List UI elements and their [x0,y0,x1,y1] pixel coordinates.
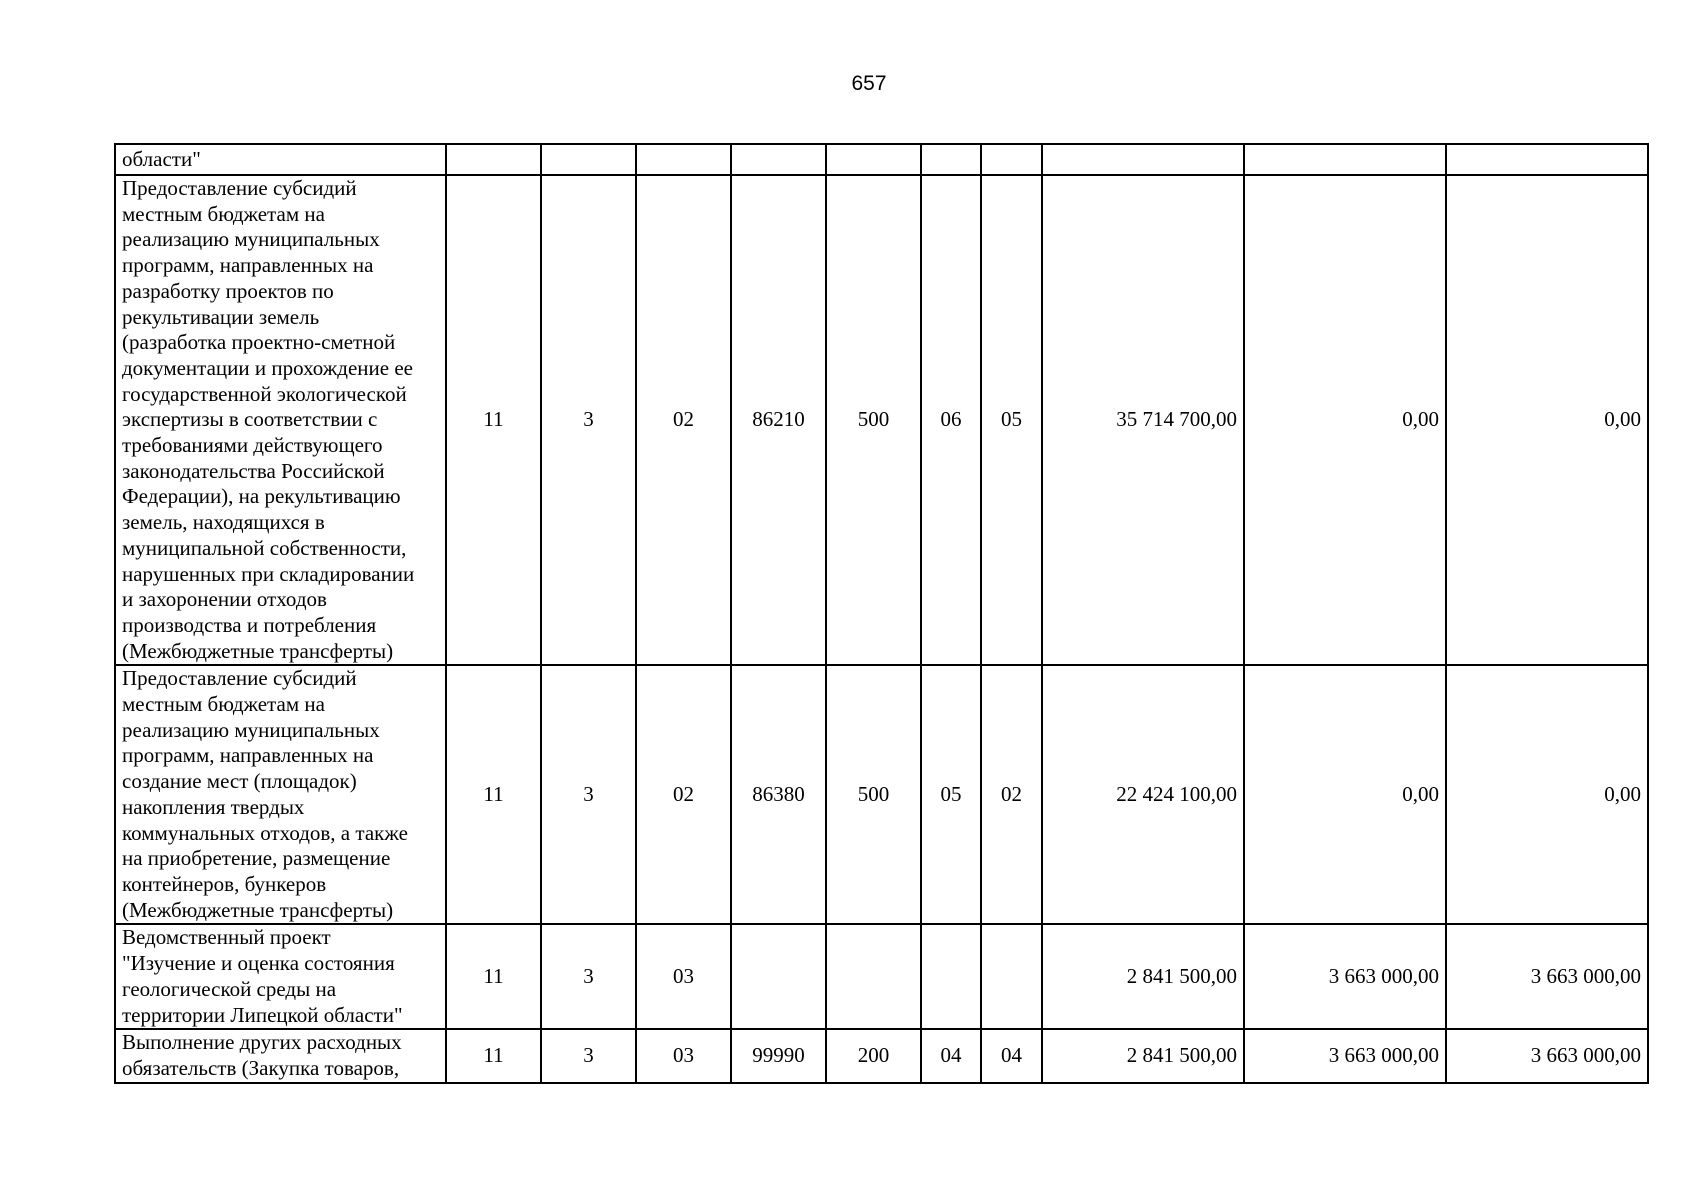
table-row [115,144,1648,175]
code-cell [541,144,636,175]
row-description [115,144,446,175]
row-description [115,665,446,924]
code-cell: 86210 [731,175,826,665]
description-line: геологической среды на [122,976,337,1001]
code-cell [446,144,541,175]
description-line: создание мест (площадок) [122,769,357,794]
description-line: Ведомственный проект [122,925,331,950]
amount-cell: 0,00 [1446,175,1648,665]
description-line: земель, находящихся в [122,510,325,535]
amount-cell: 3 663 000,00 [1446,1029,1648,1083]
description-line: разработку проектов по [122,278,334,303]
code-cell [731,144,826,175]
description-line: Предоставление субсидий [122,666,357,691]
code-cell: 86380 [731,665,826,924]
amount-cell: 0,00 [1244,665,1446,924]
code-cell: 02 [636,665,731,924]
amount-cell: 2 841 500,00 [1042,1029,1244,1083]
description-line: местным бюджетам на [122,201,325,226]
code-cell: 02 [981,665,1042,924]
description-line: контейнеров, бункеров [122,871,327,896]
code-cell: 05 [921,665,981,924]
code-cell: 3 [541,1029,636,1083]
description-line: (Межбюджетные трансферты) [122,897,394,922]
code-cell: 11 [446,924,541,1029]
description-line: местным бюджетам на [122,692,325,717]
code-cell: 200 [826,1029,921,1083]
code-cell: 11 [446,1029,541,1083]
amount-cell [1042,144,1244,175]
code-cell [826,924,921,1029]
code-cell: 04 [981,1029,1042,1083]
amount-cell: 3 663 000,00 [1244,924,1446,1029]
description-line: программ, направленных на [122,253,374,278]
description-line: области" [122,146,201,171]
code-cell: 03 [636,1029,731,1083]
amount-cell: 0,00 [1244,175,1446,665]
description-line: Федерации), на рекультивацию [122,484,401,509]
code-cell: 3 [541,665,636,924]
description-line: обязательств (Закупка товаров, [122,1055,400,1080]
code-cell: 99990 [731,1029,826,1083]
description-line: накопления твердых [122,794,305,819]
code-cell [826,144,921,175]
code-cell: 06 [921,175,981,665]
code-cell: 05 [981,175,1042,665]
budget-table [114,143,1649,1084]
description-line: реализацию муниципальных [122,717,380,742]
description-line: территории Липецкой области" [122,1002,403,1027]
code-cell: 500 [826,665,921,924]
description-line: реализацию муниципальных [122,227,380,252]
description-line: нарушенных при складировании [122,561,415,586]
code-cell [981,924,1042,1029]
amount-cell [1244,144,1446,175]
code-cell: 03 [636,924,731,1029]
code-cell: 500 [826,175,921,665]
description-line: документации и прохождение ее [122,355,413,380]
row-description [115,1029,446,1083]
description-line: программ, направленных на [122,743,374,768]
row-description [115,175,446,665]
table-row [115,665,1648,924]
amount-cell: 3 663 000,00 [1446,924,1648,1029]
description-line: Предоставление субсидий [122,176,357,200]
code-cell [921,144,981,175]
description-line: "Изучение и оценка состояния [122,951,395,976]
amount-cell: 2 841 500,00 [1042,924,1244,1029]
code-cell: 11 [446,175,541,665]
table-row [115,924,1648,1029]
amount-cell: 22 424 100,00 [1042,665,1244,924]
table-row [115,1029,1648,1083]
code-cell: 3 [541,924,636,1029]
description-line: и захоронении отходов [122,587,327,612]
page-number: 657 [851,72,887,95]
amount-cell [1446,144,1648,175]
description-line: государственной экологической [122,381,407,406]
description-line: Выполнение других расходных [122,1030,402,1055]
description-line: экспертизы в соответствии с [122,407,378,432]
code-cell [981,144,1042,175]
description-line: на приобретение, размещение [122,846,391,871]
code-cell [636,144,731,175]
description-line: коммунальных отходов, а также [122,820,408,845]
amount-cell: 35 714 700,00 [1042,175,1244,665]
description-line: (Межбюджетные трансферты) [122,638,394,663]
code-cell [921,924,981,1029]
description-line: рекультивации земель [122,304,320,329]
table-row [115,175,1648,665]
code-cell [731,924,826,1029]
description-line: законодательства Российской [122,458,385,483]
description-line: (разработка проектно-сметной [122,330,396,355]
amount-cell: 3 663 000,00 [1244,1029,1446,1083]
description-line: производства и потребления [122,612,377,637]
description-line: требованиями действующего [122,433,383,458]
code-cell: 02 [636,175,731,665]
code-cell: 04 [921,1029,981,1083]
code-cell: 11 [446,665,541,924]
amount-cell: 0,00 [1446,665,1648,924]
description-line: муниципальной собственности, [122,535,407,560]
code-cell: 3 [541,175,636,665]
row-description [115,924,446,1029]
